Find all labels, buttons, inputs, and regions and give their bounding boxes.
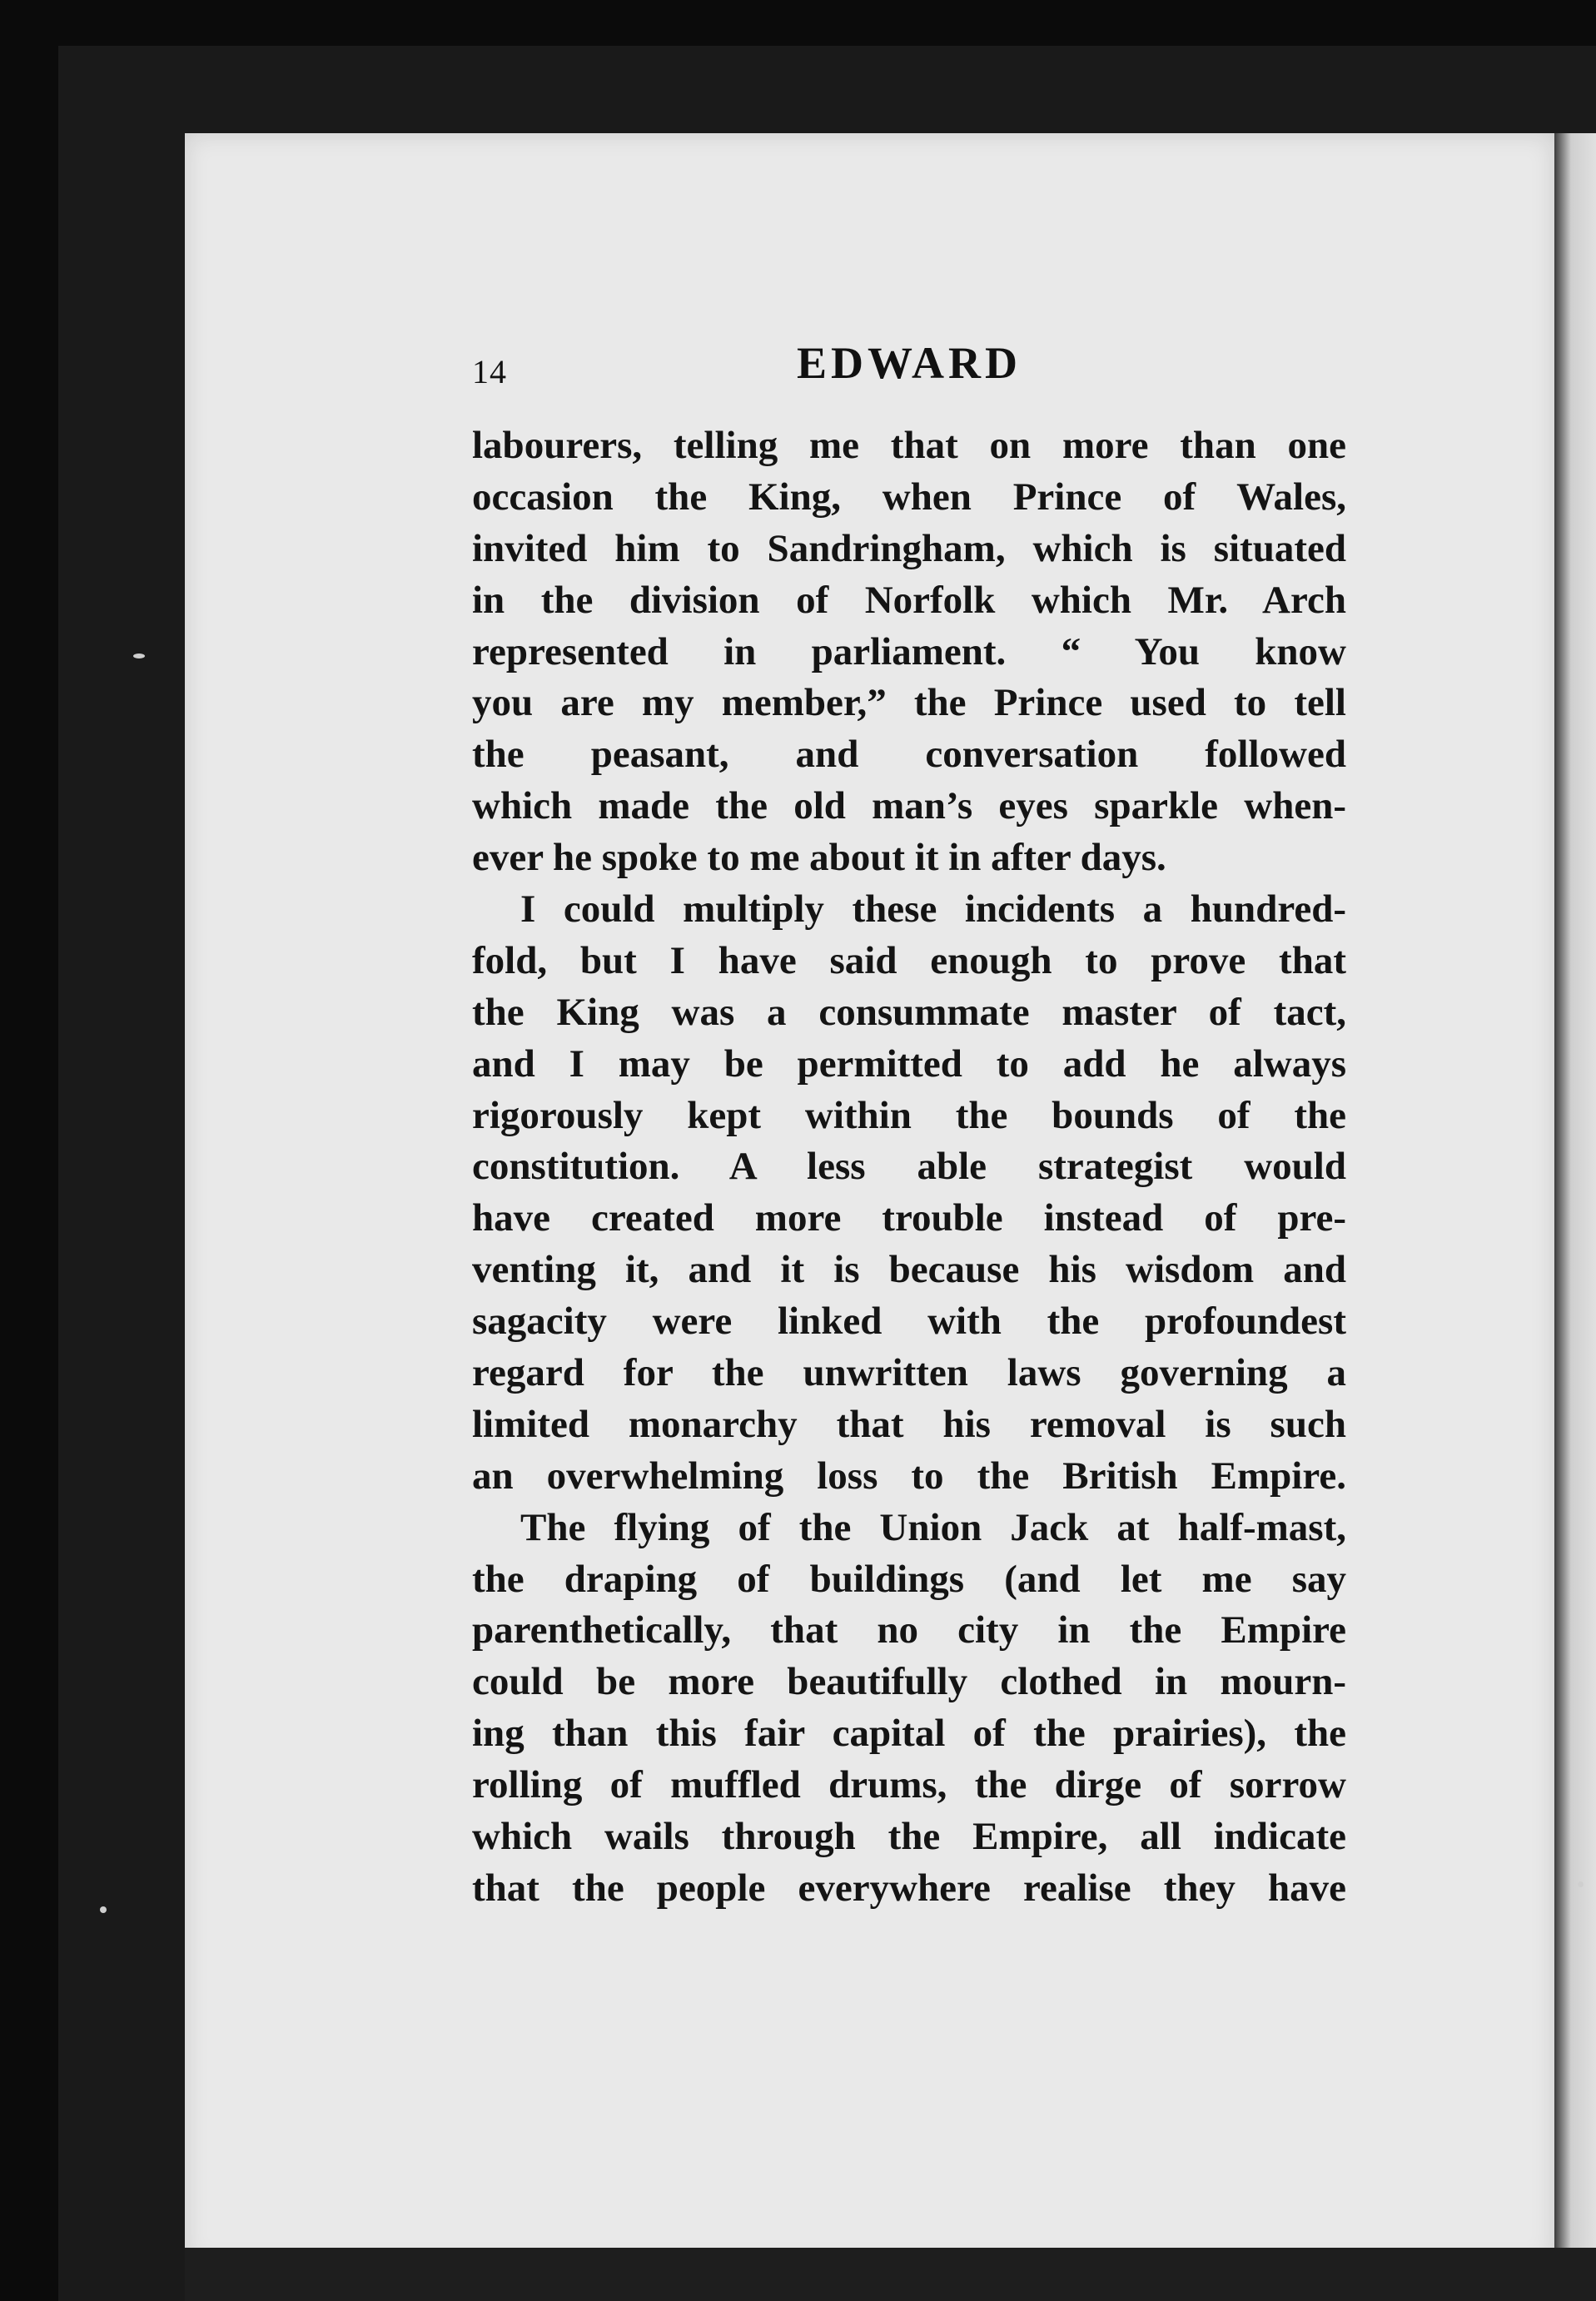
page-number: 14 xyxy=(472,353,507,390)
text-line: venting it, and it is because his wisdom and xyxy=(472,1248,1346,1292)
text-line: you are my member,” the Prince used to tell xyxy=(472,681,1346,725)
text-line: the draping of buildings (and let me say xyxy=(472,1557,1346,1601)
text-line: which made the old man’s eyes sparkle when- xyxy=(472,784,1346,828)
text-line: an overwhelming loss to the British Empire. xyxy=(472,1454,1346,1498)
text-line: regard for the unwritten laws governing a xyxy=(472,1351,1346,1395)
text-line: sagacity were linked with the profoundest xyxy=(472,1300,1346,1344)
dust-speck xyxy=(100,1906,107,1913)
body-text xyxy=(472,420,1346,1915)
text-line: in the division of Norfolk which Mr. Arch xyxy=(472,578,1346,622)
text-line: parenthetically, that no city in the Empire xyxy=(472,1608,1346,1652)
bottom-shadow xyxy=(185,2248,1596,2301)
text-line: rigorously kept within the bounds of the xyxy=(472,1093,1346,1137)
text-line: occasion the King, when Prince of Wales, xyxy=(472,475,1346,519)
page-gutter xyxy=(1554,133,1596,2264)
dust-speck xyxy=(1578,1881,1584,1887)
text-line: represented in parliament. “ You know xyxy=(472,629,1346,673)
text-line: limited monarchy that his removal is such xyxy=(472,1402,1346,1446)
text-line: ing than this fair capital of the prairies), the xyxy=(472,1712,1346,1756)
text-line: and I may be permitted to add he always xyxy=(472,1041,1346,1086)
text-line: could be more beautifully clothed in mourn- xyxy=(472,1660,1346,1704)
text-line: constitution. A less able strategist would xyxy=(472,1145,1346,1189)
running-head: EDWARD xyxy=(796,338,1022,388)
text-line: have created more trouble instead of pre- xyxy=(472,1196,1346,1240)
text-line: rolling of muffled drums, the dirge of sorrow xyxy=(472,1763,1346,1807)
text-line: that the people everywhere realise they have xyxy=(472,1866,1346,1910)
text-line: labourers, telling me that on more than one xyxy=(472,424,1346,467)
text-line: The flying of the Union Jack at half-mast, xyxy=(520,1505,1346,1549)
page-header xyxy=(472,337,1346,404)
dust-speck xyxy=(133,654,145,658)
text-line: the peasant, and conversation followed xyxy=(472,733,1346,777)
text-line: which wails through the Empire, all indicate xyxy=(472,1815,1346,1859)
text-line: invited him to Sandringham, which is situated xyxy=(472,526,1346,570)
text-line: the King was a consummate master of tact, xyxy=(472,990,1346,1034)
text-line: ever he spoke to me about it in after days. xyxy=(472,836,1166,880)
text-line: fold, but I have said enough to prove that xyxy=(472,938,1346,982)
text-line: I could multiply these incidents a hundred- xyxy=(520,887,1346,932)
